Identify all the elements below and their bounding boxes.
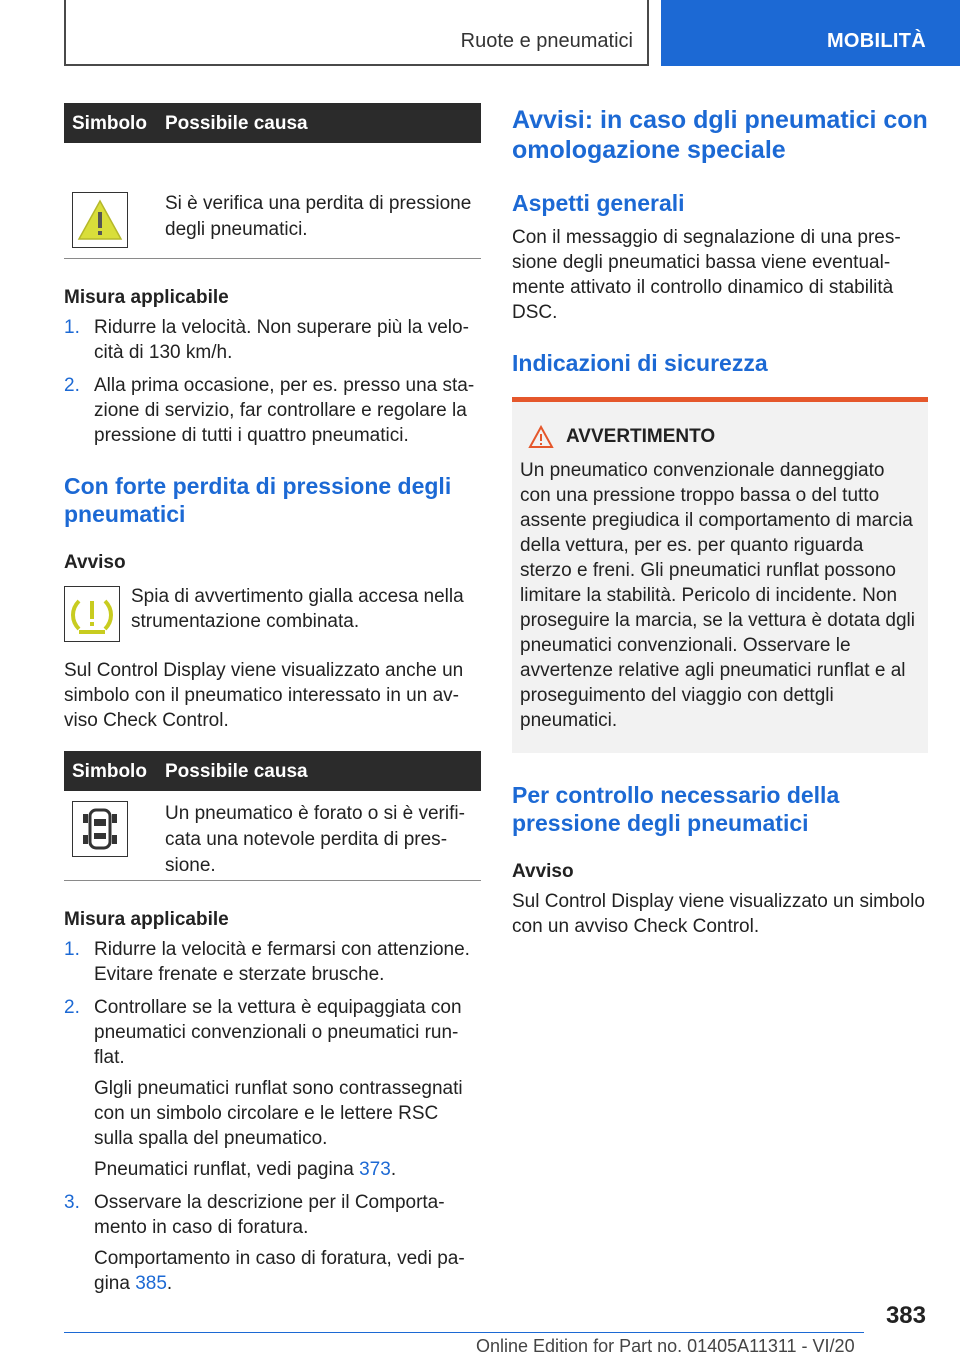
table-row: [64, 791, 481, 881]
warning-sign-icon: [528, 425, 554, 449]
step-number: 2.: [64, 375, 80, 396]
avviso-text: Sul Control Display viene visualizzato un simbolo con un avviso Check Control.: [512, 891, 925, 937]
ref-prefix: Comportamento in caso di foratura, vedi pagina: [94, 1248, 465, 1294]
ref-suffix: .: [166, 1273, 173, 1294]
step-extra-ref: [94, 1246, 481, 1296]
section-title: Ruote e pneumatici: [460, 30, 633, 52]
list-item: [64, 1190, 481, 1296]
avviso-block: [64, 584, 481, 648]
warning-box: [512, 397, 928, 753]
table-row: [64, 143, 481, 259]
step-text: Controllare se la vettura è equipaggiata con pneumatici convenzionali o pneumatici runflat.: [94, 997, 462, 1068]
header-section-box: [64, 0, 649, 66]
section-heading: Indicazioni di sicurezza: [512, 350, 768, 376]
chapter-title: MOBILITÀ: [826, 30, 926, 52]
table-header: [64, 103, 481, 143]
footer-divider: [64, 1332, 864, 1333]
step-text: Ridurre la velocità e fermarsi con attenzione. Evitare frenate e sterzate brusche.: [94, 939, 470, 985]
step-text: Osservare la descrizione per il Comportamento in caso di foratura.: [94, 1192, 445, 1238]
step-text: Ridurre la velocità. Non superare più la velocità di 130 km/h.: [94, 317, 469, 363]
avviso-text: Spia di avvertimento gialla accesa nella strumentazione combinata.: [131, 586, 464, 632]
page-link-373[interactable]: 373: [359, 1159, 391, 1180]
table-header-cause: Possibile causa: [165, 761, 308, 782]
cause-text: Si è verifica una perdita di pressione degli pneumatici.: [165, 193, 472, 240]
general-text: Con il messaggio di segnalazione di una pressione degli pneumatici bassa viene eventualmente attivato il controllo dinamico di stabilità DSC.: [512, 227, 901, 323]
warning-title-text: AVVERTIMENTO: [566, 426, 716, 447]
measure-list: [64, 315, 481, 448]
section-heading: Aspetti generali: [512, 190, 685, 216]
measure-title: Misura applicabile: [64, 287, 229, 308]
step-number: 2.: [64, 997, 80, 1018]
step-extra-ref: [94, 1157, 481, 1182]
warning-triangle-icon: [72, 192, 128, 248]
table-header: [64, 751, 481, 791]
cause-text: Un pneumatico è forato o si è verificata una notevole perdita di pressione.: [165, 803, 465, 876]
table-header-cause: Possibile causa: [165, 113, 308, 134]
step-number: 1.: [64, 317, 80, 338]
warning-text: Un pneumatico convenzionale danneggiato con una pressione troppo bassa o del tutto assente pregiudica il comportamento di marcia della vettura, per es. per quanto riguarda sterzo e freni. Gli pneumatici runflat possono limitare la stabilità. Pericolo di incidente. Non proseguire la marcia, se la vettura è dotata dgli pneumatici convenzionali. Osservare le avvertenze relative agli pneumatici runflat e al proseguimento del viaggio con dettgli pneumatici.: [520, 460, 915, 731]
table-header-symbol: Simbolo: [72, 113, 147, 134]
table-header-symbol: Simbolo: [72, 761, 147, 782]
step-number: 3.: [64, 1192, 80, 1213]
page-link-385[interactable]: 385: [135, 1273, 167, 1294]
left-column: [64, 103, 481, 1296]
step-text: Alla prima occasione, per es. presso una stazione di servizio, far controllare e regolare la pressione di tutti i quattro pneumatici.: [94, 375, 475, 446]
avviso-title: Avviso: [512, 861, 574, 882]
measure-list: [64, 937, 481, 1296]
ref-prefix: Pneumatici runflat, vedi pagina: [94, 1159, 360, 1180]
ref-suffix: .: [390, 1159, 397, 1180]
tire-pressure-warning-icon: [64, 586, 120, 642]
measure-title: Misura applicabile: [64, 909, 229, 930]
right-column: [512, 103, 928, 939]
vehicle-tire-icon: [72, 801, 128, 857]
section-heading: Con forte perdita di pressione degli pneumatici: [64, 473, 452, 527]
section-heading: Per controllo necessario della pressione degli pneumatici: [512, 782, 840, 836]
footer-edition: Online Edition for Part no. 01405A11311 - VI/20: [476, 1336, 855, 1356]
warning-title: [528, 424, 920, 450]
list-item: [64, 995, 481, 1182]
chapter-tab[interactable]: [661, 0, 960, 66]
control-display-text: Sul Control Display viene visualizzato anche un simbolo con il pneumatico interessato in un avviso Check Control.: [64, 660, 464, 731]
step-number: 1.: [64, 939, 80, 960]
list-item: [64, 373, 481, 448]
avviso-title: Avviso: [64, 552, 126, 573]
page-number: 383: [885, 1302, 926, 1329]
step-extra: Glgli pneumatici runflat sono contrassegnati con un simbolo circolare e le lettere RSC sulla spalla del pneumatico.: [94, 1078, 463, 1149]
main-heading: Avvisi: in caso dgli pneumatici con omologazione speciale: [512, 106, 928, 164]
list-item: [64, 937, 481, 987]
list-item: [64, 315, 481, 365]
